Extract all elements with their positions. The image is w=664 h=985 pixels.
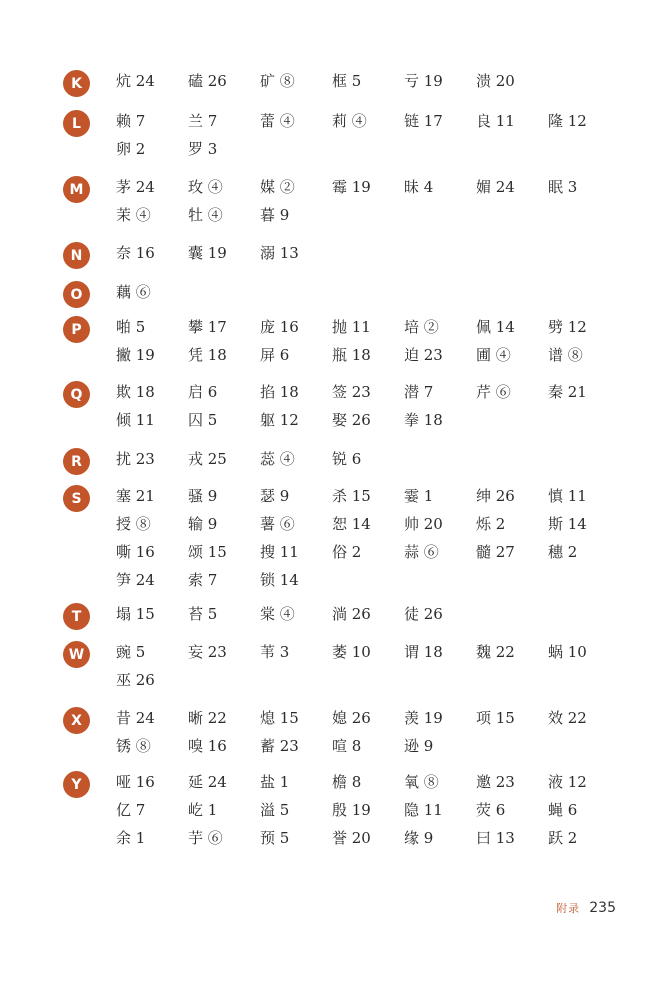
character-entry: 霎 1	[404, 487, 434, 505]
letter-badge: W	[63, 641, 90, 668]
character-entry: 蜗 10	[548, 643, 587, 661]
character-entry: 锁 14	[260, 571, 299, 589]
character-entry: 戎 25	[188, 450, 227, 468]
character-entry: 凭 18	[188, 346, 227, 364]
character-entry: 屏 6	[260, 346, 290, 364]
character-entry: 瓶 18	[332, 346, 371, 364]
character-entry: 曰 13	[476, 829, 515, 847]
entry-grid	[116, 449, 620, 477]
character-entry: 授 ⑧	[116, 515, 151, 533]
character-entry: 奈 16	[116, 244, 155, 262]
character-entry: 眠 3	[548, 178, 578, 196]
character-entry: 晰 22	[188, 709, 227, 727]
letter-badge: T	[63, 603, 90, 630]
character-entry: 俗 2	[332, 543, 362, 561]
character-entry: 苇 3	[260, 643, 290, 661]
character-entry: 锐 6	[332, 450, 362, 468]
character-entry: 塞 21	[116, 487, 155, 505]
character-entry: 良 11	[476, 112, 515, 130]
character-entry: 溺 13	[260, 244, 299, 262]
appendix-label: 附录	[556, 902, 581, 915]
character-entry: 预 5	[260, 829, 290, 847]
character-entry: 扰 23	[116, 450, 155, 468]
letter-badge: X	[63, 707, 90, 734]
character-entry: 囊 19	[188, 244, 227, 262]
character-entry: 哑 16	[116, 773, 155, 791]
character-entry: 媒 ②	[260, 178, 295, 196]
character-entry: 攀 17	[188, 318, 227, 336]
character-entry: 喧 8	[332, 737, 362, 755]
entry-grid	[116, 708, 620, 764]
character-entry: 锈 ⑧	[116, 737, 151, 755]
character-entry: 媳 26	[332, 709, 371, 727]
letter-badge: Y	[63, 771, 90, 798]
character-entry: 藕 ⑥	[116, 283, 151, 301]
character-entry: 莉 ④	[332, 112, 367, 130]
letter-badge: N	[63, 242, 90, 269]
character-entry: 嘶 16	[116, 543, 155, 561]
character-entry: 芹 ⑥	[476, 383, 511, 401]
character-entry: 瑟 9	[260, 487, 290, 505]
character-entry: 邀 23	[476, 773, 515, 791]
character-entry: 巫 26	[116, 671, 155, 689]
character-entry: 啪 5	[116, 318, 146, 336]
entry-grid	[116, 111, 620, 167]
character-entry: 蕾 ④	[260, 112, 295, 130]
character-entry: 罗 3	[188, 140, 218, 158]
character-entry: 延 24	[188, 773, 227, 791]
character-entry: 媚 24	[476, 178, 515, 196]
character-entry: 溃 20	[476, 72, 515, 90]
character-entry: 氧 ⑧	[404, 773, 439, 791]
character-entry: 恕 14	[332, 515, 371, 533]
character-entry: 霉 19	[332, 178, 371, 196]
letter-badge: S	[63, 485, 90, 512]
character-entry: 培 ②	[404, 318, 439, 336]
character-entry: 签 23	[332, 383, 371, 401]
character-entry: 液 12	[548, 773, 587, 791]
character-entry: 芋 ⑥	[188, 829, 223, 847]
character-entry: 欺 18	[116, 383, 155, 401]
entry-grid	[116, 642, 620, 698]
letter-badge: P	[63, 316, 90, 343]
character-entry: 徒 26	[404, 605, 443, 623]
character-entry: 佩 14	[476, 318, 515, 336]
entry-grid	[116, 177, 620, 233]
character-entry: 圃 ④	[476, 346, 511, 364]
character-entry: 缘 9	[404, 829, 434, 847]
character-entry: 秦 21	[548, 383, 587, 401]
character-entry: 茅 24	[116, 178, 155, 196]
entry-grid	[116, 382, 620, 438]
entry-grid	[116, 604, 620, 632]
character-entry: 蒜 ⑥	[404, 543, 439, 561]
character-entry: 潜 7	[404, 383, 434, 401]
character-entry: 谓 18	[404, 643, 443, 661]
character-entry: 誉 20	[332, 829, 371, 847]
character-entry: 隆 12	[548, 112, 587, 130]
character-entry: 拳 18	[404, 411, 443, 429]
character-entry: 倾 11	[116, 411, 155, 429]
character-entry: 撇 19	[116, 346, 155, 364]
character-entry: 屹 1	[188, 801, 218, 819]
character-entry: 昔 24	[116, 709, 155, 727]
letter-badge: M	[63, 176, 90, 203]
character-entry: 荧 6	[476, 801, 506, 819]
character-entry: 索 7	[188, 571, 218, 589]
character-entry: 帅 20	[404, 515, 443, 533]
character-entry: 迫 23	[404, 346, 443, 364]
character-entry: 蝇 6	[548, 801, 578, 819]
character-entry: 余 1	[116, 829, 146, 847]
character-entry: 启 6	[188, 383, 218, 401]
character-entry: 斯 14	[548, 515, 587, 533]
entry-grid	[116, 317, 620, 373]
character-entry: 棠 ④	[260, 605, 295, 623]
character-entry: 劈 12	[548, 318, 587, 336]
character-entry: 矿 ⑧	[260, 72, 295, 90]
character-entry: 输 9	[188, 515, 218, 533]
character-entry: 娶 26	[332, 411, 371, 429]
character-entry: 溢 5	[260, 801, 290, 819]
character-entry: 跃 2	[548, 829, 578, 847]
entry-grid	[116, 71, 620, 99]
character-entry: 笋 24	[116, 571, 155, 589]
character-entry: 暮 9	[260, 206, 290, 224]
character-entry: 谱 ⑧	[548, 346, 583, 364]
character-entry: 熄 15	[260, 709, 299, 727]
character-entry: 蕊 ④	[260, 450, 295, 468]
character-entry: 盐 1	[260, 773, 290, 791]
character-entry: 亏 19	[404, 72, 443, 90]
page-number: 235	[589, 900, 616, 916]
character-entry: 抛 11	[332, 318, 371, 336]
character-entry: 魏 22	[476, 643, 515, 661]
character-entry: 妄 23	[188, 643, 227, 661]
character-entry: 慎 11	[548, 487, 587, 505]
character-entry: 羡 19	[404, 709, 443, 727]
entry-grid	[116, 772, 620, 856]
character-entry: 卵 2	[116, 140, 146, 158]
character-entry: 蓄 23	[260, 737, 299, 755]
letter-badge: K	[63, 70, 90, 97]
character-entry: 项 15	[476, 709, 515, 727]
entry-grid	[116, 243, 620, 271]
character-entry: 磕 26	[188, 72, 227, 90]
character-entry: 绅 26	[476, 487, 515, 505]
character-entry: 茉 ④	[116, 206, 151, 224]
character-entry: 搜 11	[260, 543, 299, 561]
character-entry: 兰 7	[188, 112, 218, 130]
character-entry: 亿 7	[116, 801, 146, 819]
character-entry: 炕 24	[116, 72, 155, 90]
character-entry: 躯 12	[260, 411, 299, 429]
character-entry: 塌 15	[116, 605, 155, 623]
character-entry: 萎 10	[332, 643, 371, 661]
character-entry: 囚 5	[188, 411, 218, 429]
character-entry: 链 17	[404, 112, 443, 130]
character-entry: 隐 11	[404, 801, 443, 819]
character-entry: 掐 18	[260, 383, 299, 401]
character-entry: 颂 15	[188, 543, 227, 561]
character-entry: 逊 9	[404, 737, 434, 755]
character-entry: 杀 15	[332, 487, 371, 505]
character-entry: 赖 7	[116, 112, 146, 130]
character-entry: 苔 5	[188, 605, 218, 623]
letter-badge: R	[63, 448, 90, 475]
letter-badge: Q	[63, 381, 90, 408]
character-entry: 嗅 16	[188, 737, 227, 755]
entry-grid	[116, 282, 620, 310]
character-entry: 殷 19	[332, 801, 371, 819]
letter-badge: O	[63, 281, 90, 308]
character-entry: 淌 26	[332, 605, 371, 623]
character-entry: 玫 ④	[188, 178, 223, 196]
character-entry: 髓 27	[476, 543, 515, 561]
character-entry: 效 22	[548, 709, 587, 727]
page-footer	[556, 897, 616, 916]
character-entry: 豌 5	[116, 643, 146, 661]
character-entry: 穗 2	[548, 543, 578, 561]
entry-grid	[116, 486, 620, 598]
character-entry: 框 5	[332, 72, 362, 90]
character-entry: 昧 4	[404, 178, 434, 196]
character-entry: 牡 ④	[188, 206, 223, 224]
character-entry: 烁 2	[476, 515, 506, 533]
character-entry: 薯 ⑥	[260, 515, 295, 533]
character-entry: 檐 8	[332, 773, 362, 791]
letter-badge: L	[63, 110, 90, 137]
character-entry: 骚 9	[188, 487, 218, 505]
character-entry: 庞 16	[260, 318, 299, 336]
